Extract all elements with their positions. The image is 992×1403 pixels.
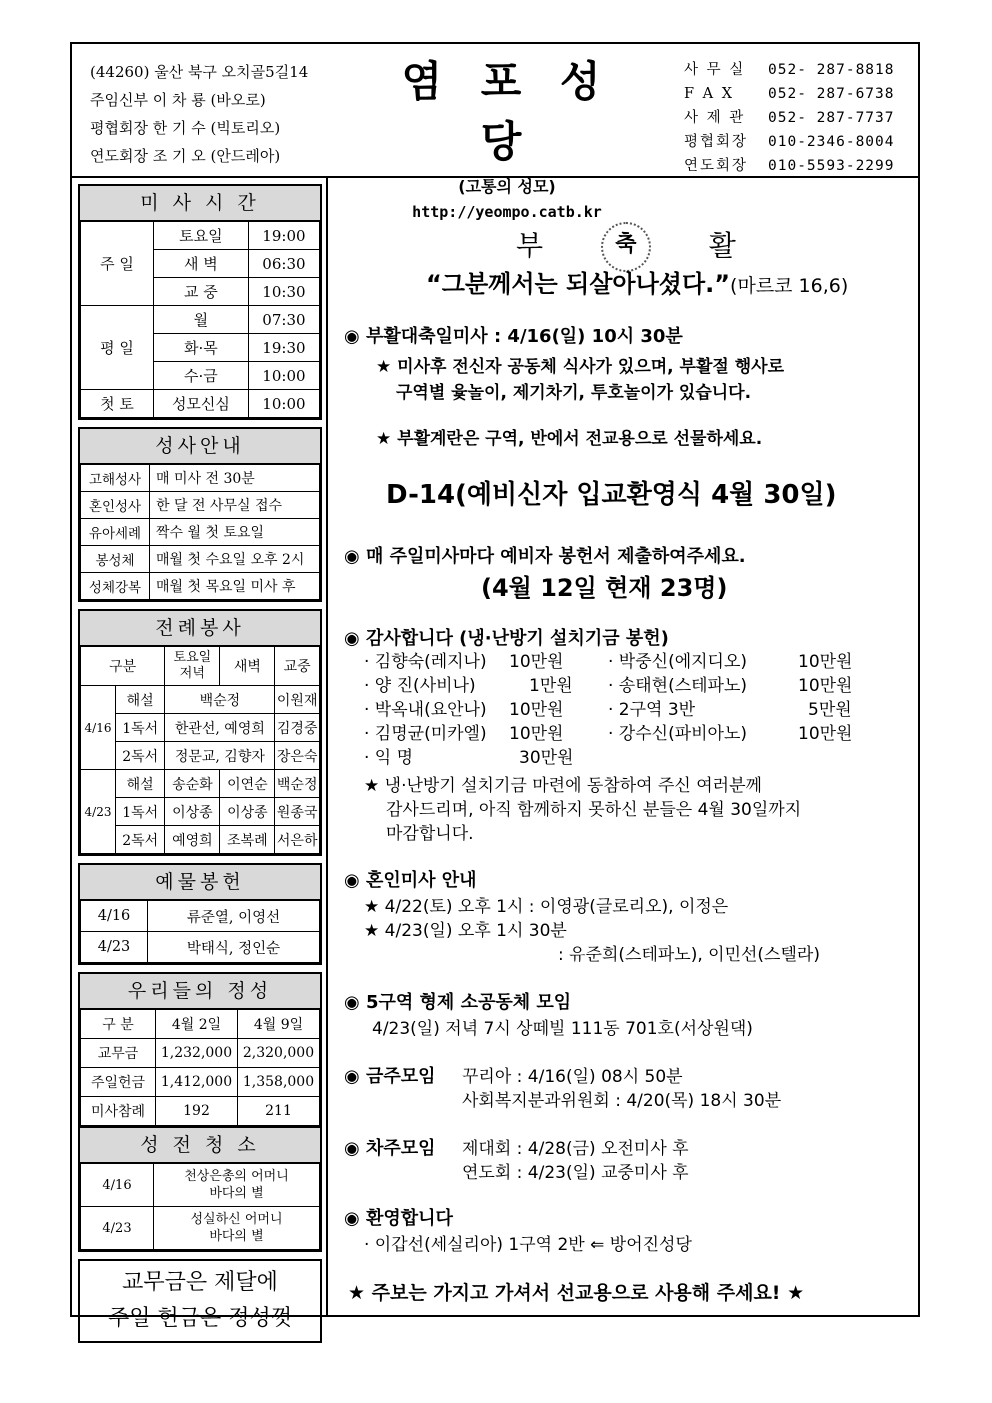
donor-list-left [364,650,573,770]
motto-line: 주일 헌금은 정성껏 [107,1306,292,1331]
liturgy-person: 조복례 [220,826,275,854]
motto-box [78,1259,322,1343]
donor-name: · 양 진(사비나) [364,676,476,696]
wedding-line: ★ 4/22(토) 오후 1시 : 이영광(글로리오), 이정은 [364,897,729,917]
donor-amount: 1만원 [529,676,573,696]
mass-time: 06:30 [248,250,319,278]
contact-value: 052- 287-7737 [768,110,895,126]
finance-box [78,972,322,1128]
sacraments-table [80,464,320,600]
liturgy-person: 장은숙 [275,742,320,770]
donor-amount: 30만원 [519,748,574,768]
donor-name: · 2구역 3반 [608,700,696,720]
mass-times-box [78,184,322,420]
this-week-line: 사회복지분과위원회 : 4/20(목) 18시 30분 [462,1091,782,1111]
liturgy-role: 1독서 [116,714,165,742]
sacrament-name: 성체강복 [81,573,150,600]
sacrament-name: 고해성사 [81,465,150,492]
wedding-title: ◉ 혼인미사 안내 [344,870,477,891]
offering-date: 4/23 [81,932,148,963]
dday-banner: D-14(예비신자 입교환영식 4월 30일) [386,480,837,510]
cleaning-date: 4/16 [81,1164,154,1207]
footer-note: ★ 주보는 가지고 가셔서 선교용으로 사용해 주세요! ★ [348,1282,805,1304]
donor-row [364,650,573,674]
thanks-title: ◉ 감사합니다 (냉·난방기 설치기금 봉헌) [344,628,669,649]
donor-amount: 5만원 [808,700,852,720]
easter-mass-note: ★ 미사후 전신자 공동체 식사가 있으며, 부활절 행사로 [376,357,784,377]
mass-times-title: 미 사 시 간 [80,186,320,221]
contact-row [684,58,895,82]
donor-amount: 10만원 [509,724,564,744]
liturgy-person: 이상종 [220,798,275,826]
easter-char: 활 [708,229,736,262]
liturgy-role: 2독서 [116,742,165,770]
liturgy-person: 예영희 [165,826,220,854]
contacts [684,58,895,178]
donor-name: · 박옥내(요안나) [364,700,487,720]
donor-name: · 송태현(스테파노) [608,676,748,696]
this-week-line: 꾸리아 : 4/16(일) 08시 50분 [462,1067,683,1087]
sacraments-title: 성사안내 [80,429,320,464]
wreath-icon: 축 [601,222,651,272]
contact-label: 평협회장 [684,134,749,150]
mass-day: 화·목 [154,334,249,362]
catechumen-count: (4월 12일 현재 23명) [481,574,728,602]
mass-time: 10:30 [248,278,319,306]
offering-names: 박태식, 정인순 [148,932,320,963]
liturgy-person: 이연순 [220,770,275,798]
address: (44260) 울산 북구 오치골5길14 [90,63,309,81]
finance-label: 미사참례 [81,1097,156,1126]
finance-title: 우리들의 정성 [80,974,320,1009]
donor-name: · 김명균(미카엘) [364,724,487,744]
contact-row [684,82,895,106]
mass-time: 19:30 [248,334,319,362]
finance-value: 1,412,000 [156,1068,238,1097]
mass-day: 교 중 [154,278,249,306]
group5-title: ◉ 5구역 형제 소공동체 모임 [344,992,572,1013]
cleaning-group: 바다의 별 [209,1186,264,1201]
mass-times-table [80,221,320,418]
first-sat-label: 첫 토 [81,390,154,418]
patron: (고통의 성모) [458,177,556,196]
next-week-line: 연도회 : 4/23(일) 교중미사 후 [462,1163,689,1183]
donor-row [608,674,852,698]
cleaning-groups [154,1207,320,1250]
thanks-line: ★ 냉·난방기 설치기금 마련에 동참하여 주신 여러분께 [364,776,762,796]
liturgy-role: 2독서 [116,826,165,854]
council-president: 평협회장 한 기 수 (빅토리오) [90,119,281,137]
contact-value: 052- 287-8818 [768,62,895,78]
sacraments-box [78,427,322,602]
liturgy-person: 백순정 [275,770,320,798]
header-title-block [372,52,642,221]
sacrament-info: 한 달 전 사무실 접수 [150,492,320,519]
welcome-line: · 이갑선(세실리아) 1구역 2반 ⇐ 방어진성당 [364,1235,692,1255]
contact-value: 010-2346-8004 [768,134,895,150]
donor-row [364,698,573,722]
offering-title: 예물봉헌 [80,865,320,900]
contact-row [684,106,895,130]
cleaning-group: 성실하신 어머니 [190,1212,283,1227]
mass-day: 성모신심 [154,390,249,418]
liturgy-person: 백순정 [165,686,275,714]
mass-day: 토요일 [154,222,249,250]
sacrament-name: 혼인성사 [81,492,150,519]
sidebar [78,184,322,1343]
liturgy-person: 한관선, 예영희 [165,714,275,742]
contact-label: F A X [684,86,735,102]
contact-label: 사 제 관 [684,110,746,126]
sacrament-info: 매월 첫 목요일 미사 후 [150,573,320,600]
finance-value: 1,232,000 [156,1039,238,1068]
cleaning-box [78,1128,322,1252]
offering-date: 4/16 [81,901,148,932]
easter-quote [426,264,848,299]
mass-time: 10:00 [248,390,319,418]
donor-row [364,722,573,746]
mass-day: 월 [154,306,249,334]
liturgy-person: 김경중 [275,714,320,742]
easter-mass-note: 구역별 윷놀이, 제기차기, 투호놀이가 있습니다. [396,383,752,403]
cleaning-group: 바다의 별 [209,1229,264,1244]
contact-label: 연도회장 [684,158,749,174]
liturgy-role: 해설 [116,770,165,798]
priest: 주임신부 이 차 룡 (바오로) [90,91,266,109]
donor-name: · 강수신(파비아노) [608,724,748,744]
liturgy-person: 원종국 [275,798,320,826]
liturgy-table [80,646,320,854]
column-divider [326,176,328,1315]
donor-row [608,722,852,746]
liturgy-date: 4/16 [81,686,116,770]
liturgy-person: 이상종 [165,798,220,826]
group5-info: 4/23(일) 저녁 7시 상떼빌 111동 701호(서상원댁) [372,1019,753,1039]
welcome-title: ◉ 환영합니다 [344,1208,453,1229]
liturgy-person: 이원재 [275,686,320,714]
easter-mass-title: ◉ 부활대축일미사 : 4/16(일) 10시 30분 [344,326,683,347]
contact-value: 052- 287-6738 [768,86,895,102]
donor-name: · 익 명 [364,748,414,768]
donor-row [608,650,852,674]
this-week-title: ◉ 금주모임 [344,1066,436,1087]
offering-box [78,863,322,965]
liturgy-date: 4/23 [81,770,116,854]
liturgy-header: 새벽 [220,647,275,686]
contact-label: 사 무 실 [684,62,746,78]
quote-ref: (마르코 16,6) [730,275,849,297]
offering-names: 류준열, 이영선 [148,901,320,932]
finance-value: 192 [156,1097,238,1126]
thanks-line: 마감합니다. [386,824,474,844]
sacrament-info: 매 미사 전 30분 [150,465,320,492]
contact-row [684,130,895,154]
liturgy-role: 1독서 [116,798,165,826]
liturgy-title: 전례봉사 [80,611,320,646]
finance-value: 211 [238,1097,320,1126]
finance-table [80,1009,320,1126]
donor-amount: 10만원 [509,652,564,672]
finance-label: 주일헌금 [81,1068,156,1097]
weekday-label: 평 일 [81,306,154,390]
liturgy-role: 해설 [116,686,165,714]
cleaning-groups [154,1164,320,1207]
donor-list-right [608,650,852,746]
quote-text: “그분께서는 되살아나셨다.” [426,270,731,298]
wedding-line: : 유준희(스테파노), 이민선(스텔라) [558,945,820,965]
finance-header: 구 분 [81,1010,156,1039]
donor-amount: 10만원 [798,652,853,672]
donor-row [364,746,573,770]
finance-header: 4월 2일 [156,1010,238,1039]
donor-amount: 10만원 [798,724,853,744]
church-name: 염 포 성 당 [401,57,613,166]
offering-table [80,900,320,963]
next-week-title: ◉ 차주모임 [344,1138,436,1159]
liturgy-header: 구분 [81,647,165,686]
sunday-label: 주 일 [81,222,154,306]
next-week-line: 제대회 : 4/28(금) 오전미사 후 [462,1139,689,1159]
mass-time: 19:00 [248,222,319,250]
thanks-note [364,774,801,846]
cleaning-title: 성 전 청 소 [80,1128,320,1163]
church-url[interactable]: http://yeompo.catb.kr [412,203,602,221]
donor-row [608,698,852,722]
sacrament-info: 짝수 월 첫 토요일 [150,519,320,546]
bulletin-page [70,42,920,1331]
cleaning-group: 천상은총의 어머니 [184,1169,289,1184]
liturgy-person: 서은하 [275,826,320,854]
mass-day: 수·금 [154,362,249,390]
mass-day: 새 벽 [154,250,249,278]
easter-char: 부 [516,229,544,262]
cleaning-date: 4/23 [81,1207,154,1250]
donor-row [364,674,573,698]
motto-line: 교무금은 제달에 [122,1270,278,1295]
mass-time: 10:00 [248,362,319,390]
contact-value: 010-5593-2299 [768,158,895,174]
liturgy-header: 토요일 저녁 [165,647,220,686]
donor-name: · 김향숙(레지나) [364,652,487,672]
donor-amount: 10만원 [798,676,853,696]
cleaning-table [80,1163,320,1250]
finance-value: 1,358,000 [238,1068,320,1097]
easter-eggs-note: ★ 부활계란은 구역, 반에서 전교용으로 선물하세요. [376,429,763,449]
finance-value: 2,320,000 [238,1039,320,1068]
liturgy-box [78,609,322,856]
catechumen-note: ◉ 매 주일미사마다 예비자 봉헌서 제출하여주세요. [344,546,746,567]
contact-row [684,154,895,178]
liturgy-person: 정문교, 김향자 [165,742,275,770]
finance-label: 교무금 [81,1039,156,1068]
liturgy-header: 교중 [275,647,320,686]
liturgy-person: 송순화 [165,770,220,798]
mass-time: 07:30 [248,306,319,334]
elder-president: 연도회장 조 기 오 (안드레아) [90,147,281,165]
finance-header: 4월 9일 [238,1010,320,1039]
thanks-line: 감사드리며, 아직 함께하지 못하신 분들은 4월 30일까지 [386,800,802,820]
donor-amount: 10만원 [509,700,564,720]
sacrament-name: 유아세례 [81,519,150,546]
wedding-line: ★ 4/23(일) 오후 1시 30분 [364,921,567,941]
donor-name: · 박중신(에지디오) [608,652,748,672]
header-info [90,58,308,170]
sacrament-name: 봉성체 [81,546,150,573]
sacrament-info: 매월 첫 수요일 오후 2시 [150,546,320,573]
